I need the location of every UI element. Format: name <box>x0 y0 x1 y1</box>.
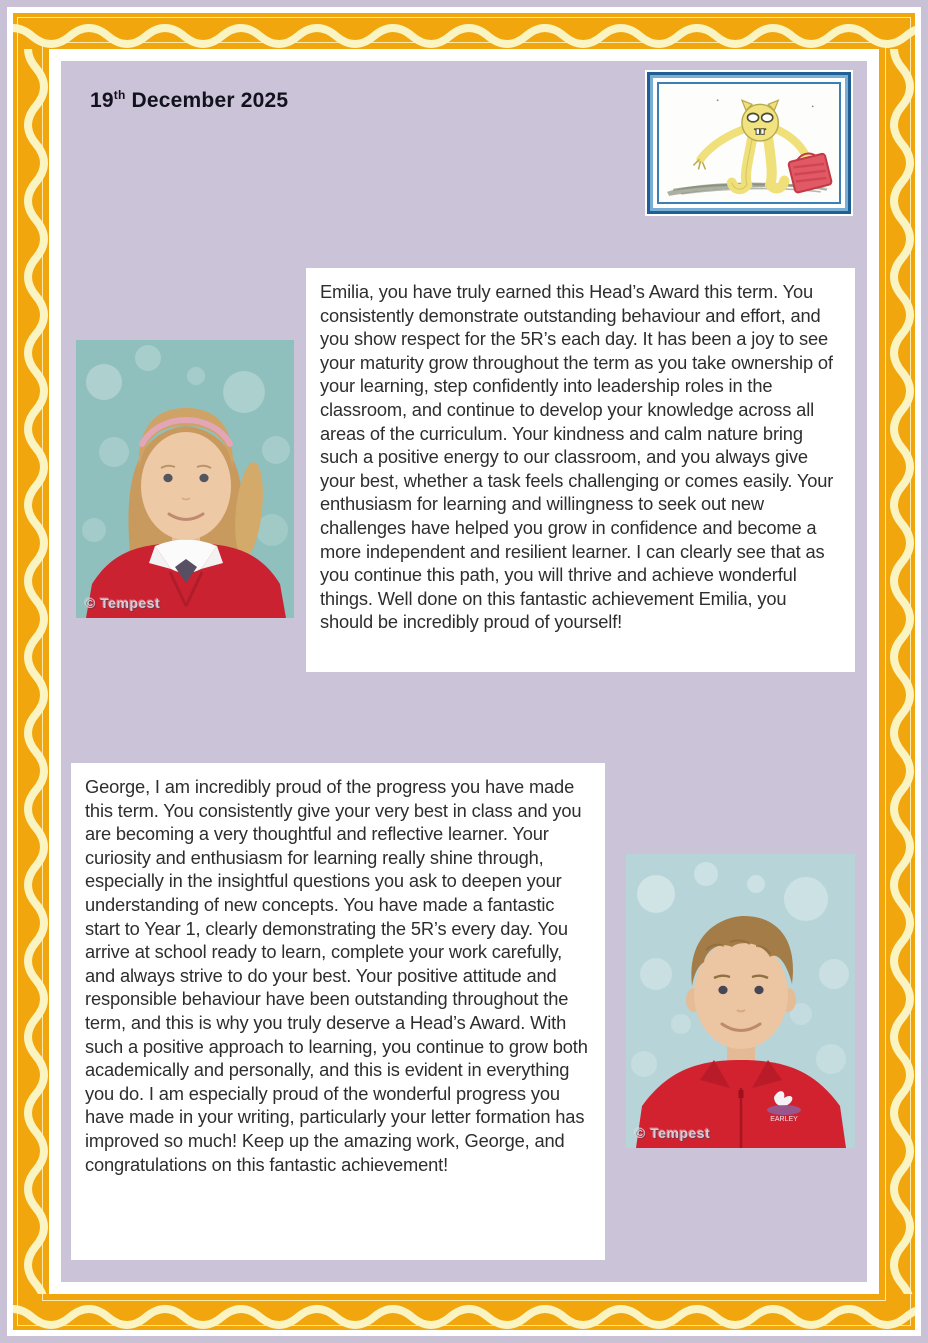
tempest-watermark-emilia: © Tempest <box>85 595 161 611</box>
outer-white-ring <box>7 7 921 1336</box>
award-message-emilia: Emilia, you have truly earned this Head’s Award this term. You consistently demonstrate outstanding behaviour and effort, and you show respect for the 5R’s each day. It has been a joy to see your maturity grow throughout the term as you take ownership of your learning, step confidently into leadership roles in the classroom, and continue to develop your knowledge across all areas of the curriculum. Your kindness and calm nature bring such a positive energy to our classroom, and you always give your best, whether a task feels challenging or comes easily. Your enthusiasm for learning and willingness to seek out new challenges have helped you grow in confidence and become a more independent and resilient learner. I can clearly see that as you continue this path, you will thrive and achieve wonderful things. Well done on this fantastic achievement Emilia, you should be incredibly proud of yourself! <box>320 281 834 633</box>
award-card-george <box>71 763 605 1260</box>
george-portrait-illustration <box>626 854 855 1148</box>
child-drawing-frame <box>645 70 853 216</box>
child-drawing <box>659 84 839 202</box>
gold-ribbon-border <box>13 13 915 1330</box>
wave-ribbon-bottom <box>13 1294 915 1330</box>
date-heading <box>90 88 288 113</box>
wave-ribbon-left <box>13 49 49 1294</box>
award-message-george: George, I am incredibly proud of the progress you have made this term. You consistently give your very best in class and you are becoming a very thoughtful and reflective learner. Your curiosity and enthusiasm for learning really shine through, especially in the insightful questions you ask to deepen your understanding of new concepts. You have made a fantastic start to Year 1, clearly demonstrating the 5R’s every day. You arrive at school ready to learn, complete your work carefully, and always strive to do your best. Your positive attitude and responsible behaviour have been outstanding throughout the term, and this is why you truly deserve a Head’s Award. With such a positive approach to learning, you continue to grow both academically and personally, and this is evident in everything you do. I am especially proud of the wonderful progress you have made in your writing, particularly your letter formation has improved so much! Keep up the amazing work, George, and congratulations on this fantastic achievement! <box>85 776 588 1175</box>
george-photo <box>626 854 855 1148</box>
content-area <box>61 61 867 1282</box>
emilia-portrait-illustration <box>76 340 294 618</box>
award-card-emilia <box>306 268 855 672</box>
jacket-logo-text: EARLEY <box>770 1116 798 1123</box>
date-ordinal: th <box>113 88 126 102</box>
tempest-watermark-george: © Tempest <box>635 1125 711 1141</box>
wave-ribbon-top <box>13 13 915 49</box>
wave-ribbon-right <box>879 49 915 1294</box>
inner-white-ring <box>49 49 879 1294</box>
emilia-photo <box>76 340 294 618</box>
date-day: 19 <box>90 89 114 112</box>
date-month-year: December 2025 <box>125 89 289 112</box>
